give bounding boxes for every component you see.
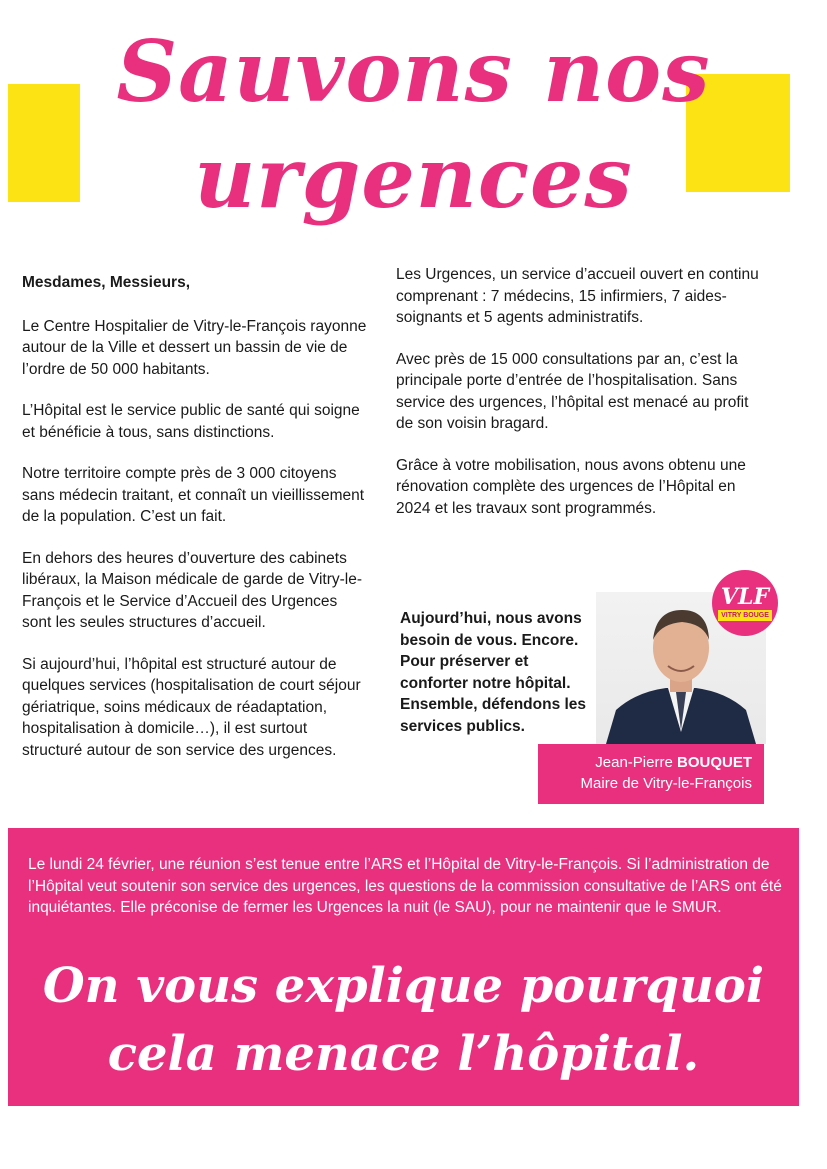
badge-logo: VLF xyxy=(720,583,770,610)
paragraph: En dehors des heures d’ouverture des cabinets libéraux, la Maison médicale de garde de Vitry-le-François et le Service d’Accueil des Urgences sont les seules structures d’accueil. xyxy=(22,549,363,631)
badge-tagline: VITRY BOUGE xyxy=(718,610,772,621)
left-column xyxy=(22,272,367,781)
right-column xyxy=(396,264,766,539)
greeting: Mesdames, Messieurs, xyxy=(22,274,191,291)
signature-last-name: BOUQUET xyxy=(677,754,752,771)
paragraph: Le Centre Hospitalier de Vitry-le-François rayonne autour de la Ville et dessert un bassin de vie de l’ordre de 50 000 habitants. xyxy=(22,317,367,378)
signature-first-name: Jean-Pierre xyxy=(595,754,673,771)
paragraph: Avec près de 15 000 consultations par an, c’est la principale porte d’entrée de l’hospitalisation. Sans service des urgences, l’hôpital est menacé au profit de son voisin bragard. xyxy=(396,350,749,432)
paragraph: Si aujourd’hui, l’hôpital est structuré autour de quelques services (hospitalisation de court séjour gériatrique, soins médicaux de réadaptation, hospitalisation à domicile…), il est surtout structuré autour de son service des urgences. xyxy=(22,655,361,759)
band-title-line1: On vous explique pourquoi xyxy=(42,958,765,1014)
vlf-badge xyxy=(712,570,778,636)
signature-box xyxy=(538,744,764,804)
page-title-line1: Sauvons nos xyxy=(116,22,711,121)
band-title-line2: cela menace l’hôpital. xyxy=(107,1026,700,1082)
paragraph: Grâce à votre mobilisation, nous avons obtenu une rénovation complète des urgences de l’Hôpital en 2024 et les travaux sont programmés. xyxy=(396,456,746,517)
mayor-quote: Aujourd’hui, nous avons besoin de vous. Encore. Pour préserver et conforter notre hôpital. Ensemble, défendons les services publics. xyxy=(400,610,587,735)
page-title-line2: urgences xyxy=(194,128,633,227)
alert-text: Le lundi 24 février, une réunion s’est tenue entre l’ARS et l’Hôpital de Vitry-le-François. Si l’administration de l’Hôpital veut soutenir son service des urgences, les questions de la commission consultative de l’ARS ont été inquiétantes. Elle préconise de fermer les Urgences la nuit (le SAU), pour ne maintenir que le SMUR. xyxy=(28,856,782,916)
paragraph: L’Hôpital est le service public de santé qui soigne et bénéficie à tous, sans distinctions. xyxy=(22,402,360,441)
alert-band xyxy=(8,828,799,1106)
paragraph: Les Urgences, un service d’accueil ouvert en continu comprenant : 7 médecins, 15 infirmiers, 7 aides-soignants et 5 agents administratifs. xyxy=(396,266,759,326)
signature-role: Maire de Vitry-le-François xyxy=(580,775,752,792)
paragraph: Notre territoire compte près de 3 000 citoyens sans médecin traitant, et connaît un vieillissement de la population. C’est un fait. xyxy=(22,465,365,525)
